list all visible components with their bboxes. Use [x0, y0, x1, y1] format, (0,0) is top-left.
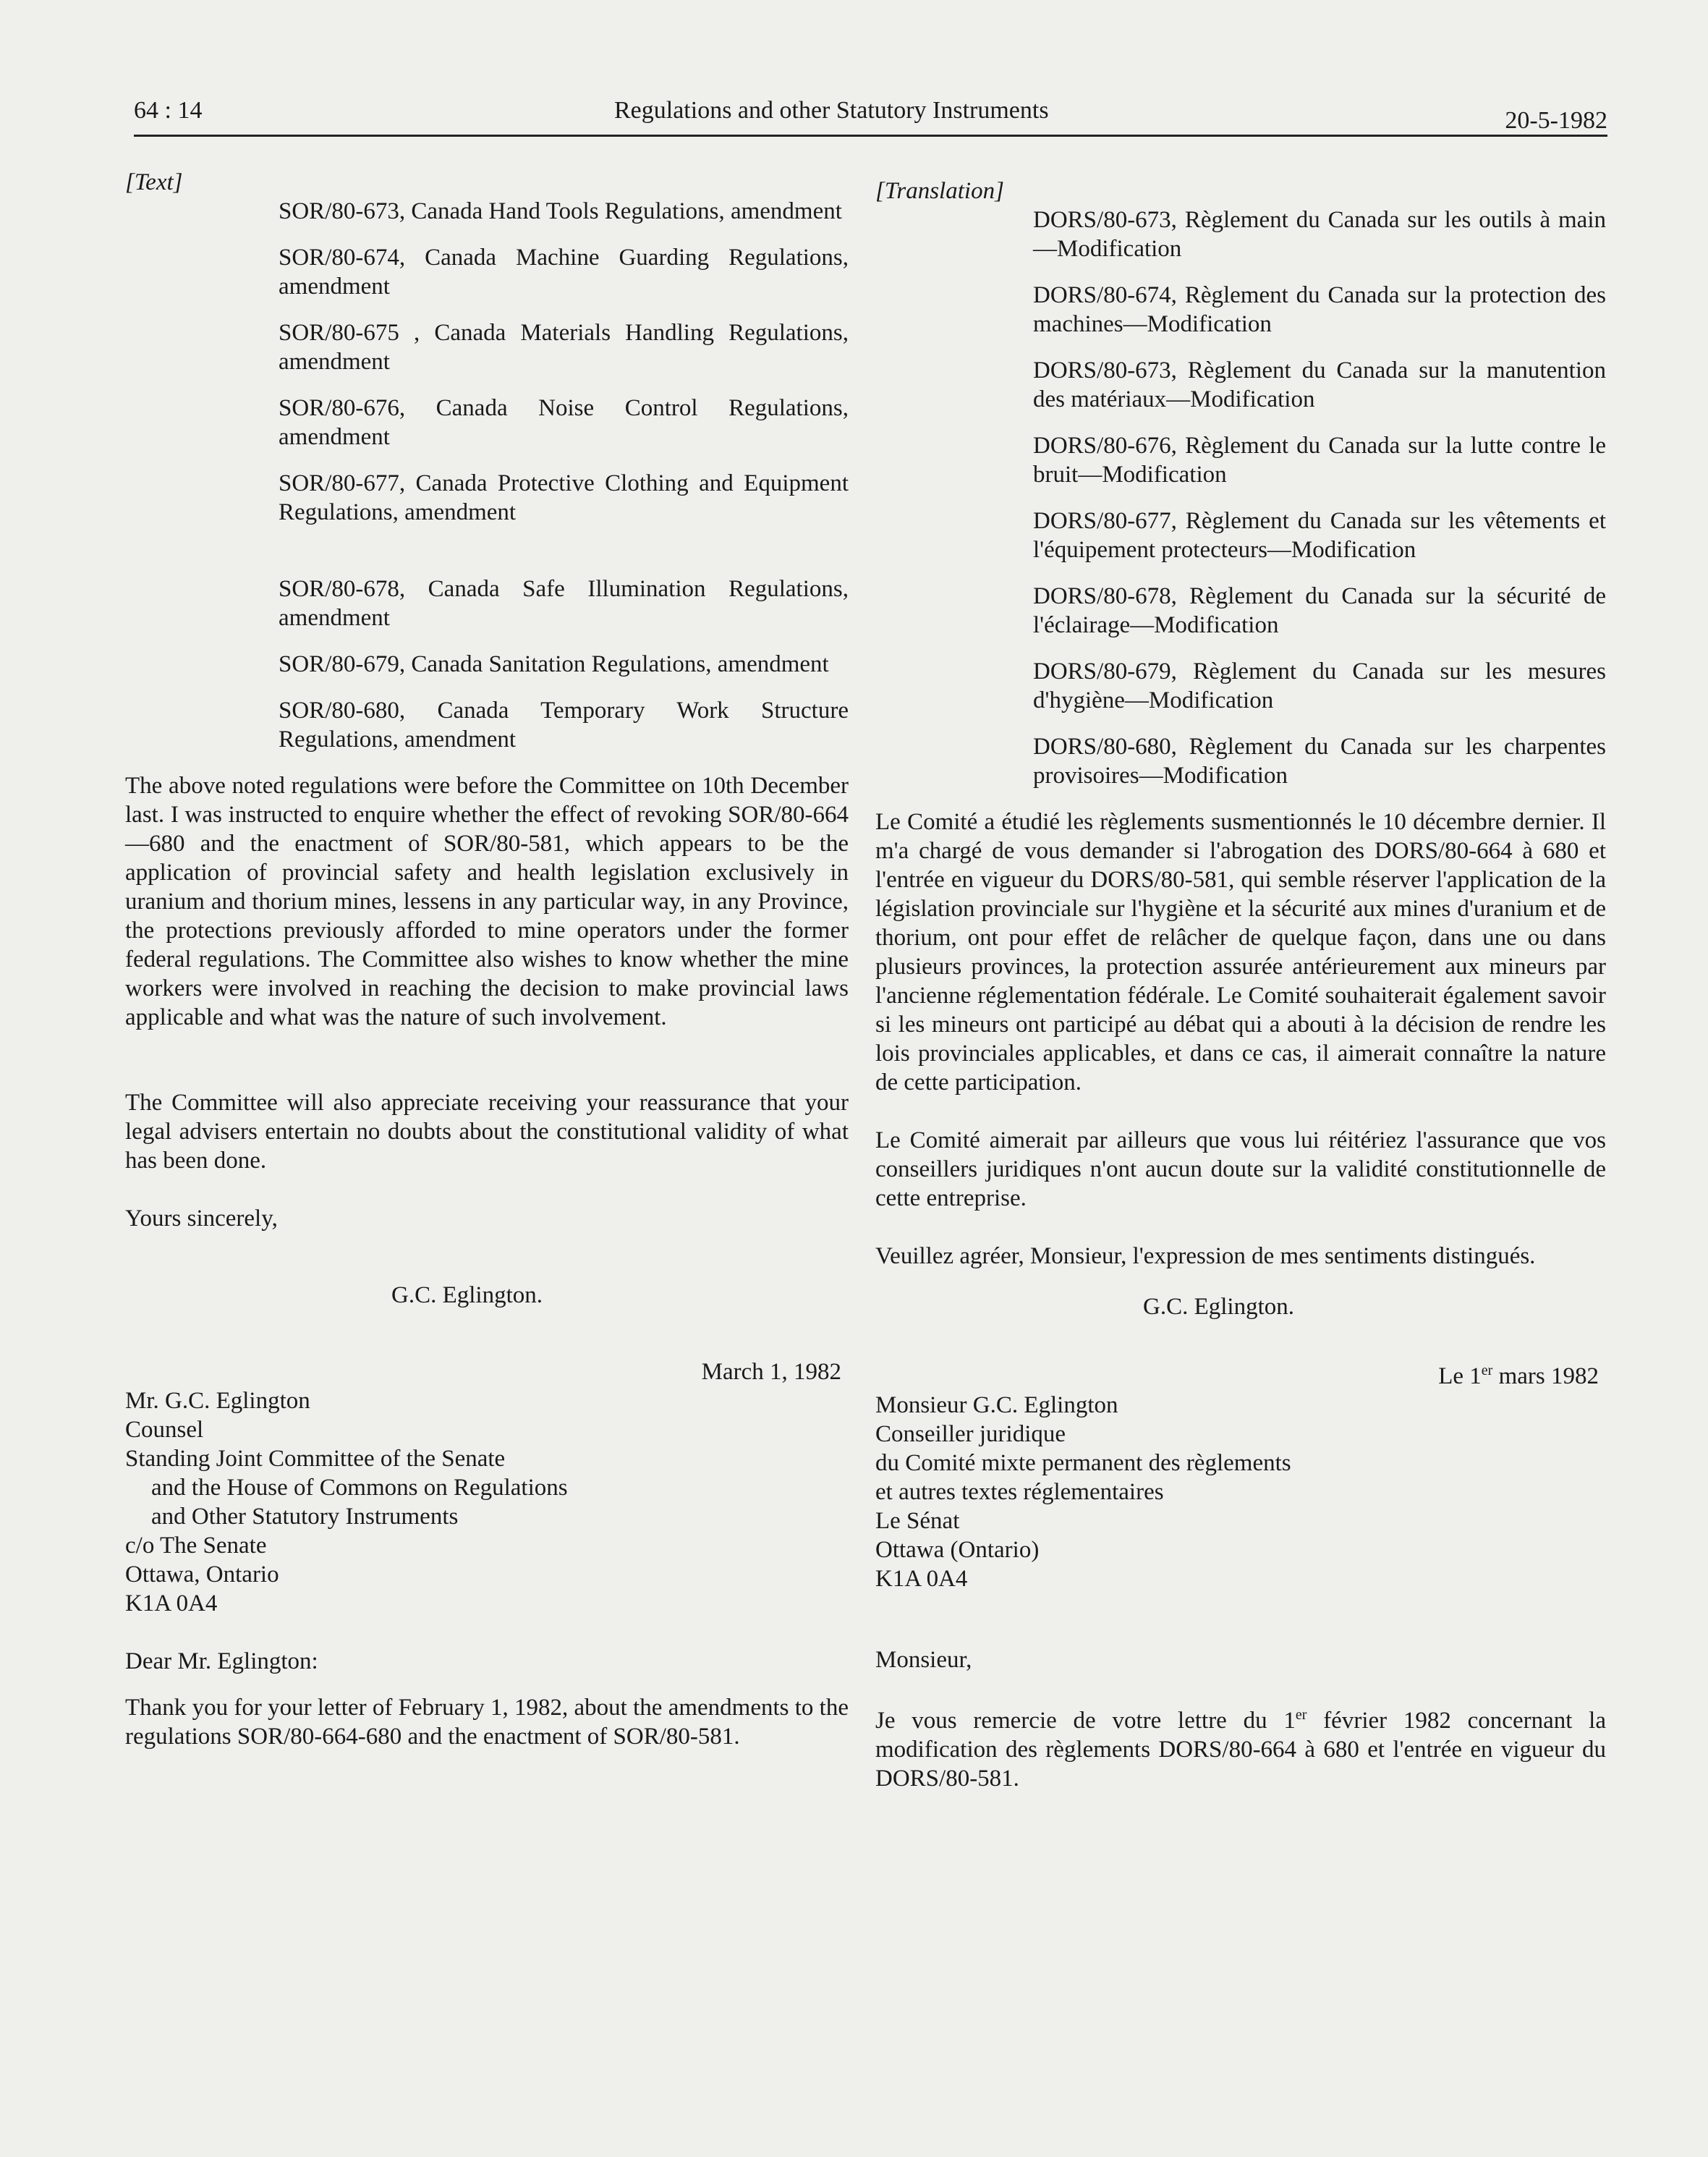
- running-header: [134, 91, 1607, 137]
- address-line: Ottawa, Ontario: [125, 1561, 279, 1588]
- regulation-item: SOR/80-679, Canada Sanitation Regulations, amendment: [279, 651, 829, 677]
- address-line: K1A 0A4: [875, 1566, 968, 1592]
- address-line: and the House of Commons on Regulations: [151, 1475, 568, 1501]
- french-column: [875, 177, 1606, 1793]
- regulation-item: DORS/80-678, Règlement du Canada sur la sécurité de l'éclairage—Modification: [1033, 583, 1606, 638]
- reply-paragraph: Thank you for your letter of February 1, 1982, about the amendments to the regulations SOR/80-664-680 and the enactment of SOR/80-581.: [125, 1695, 849, 1750]
- regulation-item: SOR/80-675 , Canada Materials Handling Regulations, amendment: [279, 320, 849, 375]
- address-line: and Other Statutory Instruments: [151, 1504, 459, 1530]
- recipient-address: [875, 1391, 1606, 1593]
- regulation-item: DORS/80-673, Règlement du Canada sur la manutention des matériaux—Modification: [1033, 357, 1606, 412]
- address-line: Le Sénat: [875, 1508, 960, 1534]
- body-paragraph: Le Comité aimerait par ailleurs que vous lui réitériez l'assurance que vos conseillers juridiques n'ont aucun doute sur la validité constitutionnelle de cette entreprise.: [875, 1127, 1606, 1211]
- regulation-item: DORS/80-676, Règlement du Canada sur la lutte contre le bruit—Modification: [1033, 433, 1606, 488]
- text-label: [Text]: [125, 169, 183, 195]
- address-line: Counsel: [125, 1417, 204, 1443]
- address-line: Monsieur G.C. Eglington: [875, 1392, 1118, 1418]
- letter-date: March 1, 1982: [701, 1359, 841, 1385]
- page-number: 64 : 14: [134, 97, 203, 124]
- regulation-item: SOR/80-676, Canada Noise Control Regulations, amendment: [279, 395, 849, 450]
- regulation-item: DORS/80-673, Règlement du Canada sur les outils à main—Modification: [1033, 207, 1606, 262]
- body-paragraph: The Committee will also appreciate receiving your reassurance that your legal advisers entertain no doubts about the constitutional validity of what has been done.: [125, 1090, 849, 1174]
- english-column: [125, 168, 849, 1751]
- regulation-item: SOR/80-673, Canada Hand Tools Regulations, amendment: [279, 198, 842, 224]
- recipient-address: [125, 1386, 849, 1618]
- letter-date: Le 1er mars 1982: [1438, 1363, 1599, 1389]
- regulation-item: DORS/80-679, Règlement du Canada sur les mesures d'hygiène—Modification: [1033, 658, 1606, 713]
- address-line: K1A 0A4: [125, 1590, 218, 1616]
- body-paragraph: Le Comité a étudié les règlements susmentionnés le 10 décembre dernier. Il m'a chargé de vous demander si l'abrogation des DORS/80-664 à 680 et l'entrée en vigueur du DORS/80-581, qui semble réserver l'application de la législation provinciale sur l'hygiène et la sécurité aux mines d'uranium et de thorium, ont pour effet de relâcher de quelque façon, dans une ou dans plusieurs provinces, la protection assurée antérieurement aux mineurs par l'ancienne réglementation fédérale. Le Comité souhaiterait également savoir si les mineurs ont participé au débat qui a abouti à la décision de rendre les lois provinciales applicables, et dans ce cas, il aimerait connaître la nature de cette participation.: [875, 809, 1606, 1096]
- regulation-item: DORS/80-680, Règlement du Canada sur les charpentes provisoires—Modification: [1033, 734, 1606, 789]
- closing: Veuillez agréer, Monsieur, l'expression de mes sentiments distingués.: [875, 1243, 1536, 1269]
- regulation-list: [279, 197, 849, 754]
- regulation-item: SOR/80-678, Canada Safe Illumination Regulations, amendment: [279, 576, 849, 631]
- body-paragraph: The above noted regulations were before the Committee on 10th December last. I was instructed to enquire whether the effect of revoking SOR/80-664—680 and the enactment of SOR/80-581, which appears to be the application of provincial safety and health legislation exclusively in uranium and thorium mines, lessens in any particular way, in any Province, the protections previously afforded to mine operators under the former federal regulations. The Committee also wishes to know whether the mine workers were involved in reaching the decision to make provincial laws applicable and what was the nature of such involvement.: [125, 773, 849, 1030]
- salutation: Monsieur,: [875, 1647, 972, 1673]
- reply-paragraph: Je vous remercie de votre lettre du 1er février 1982 concernant la modification des règlements DORS/80-664 à 680 et l'entrée en vigueur du DORS/80-581.: [875, 1707, 1606, 1792]
- closing: Yours sincerely,: [125, 1205, 278, 1232]
- address-line: Standing Joint Committee of the Senate: [125, 1446, 506, 1472]
- regulation-item: DORS/80-677, Règlement du Canada sur les vêtements et l'équipement protecteurs—Modification: [1033, 508, 1606, 563]
- signature: G.C. Eglington.: [391, 1282, 543, 1308]
- regulation-item: SOR/80-674, Canada Machine Guarding Regulations, amendment: [279, 245, 849, 300]
- address-line: c/o The Senate: [125, 1533, 267, 1559]
- regulation-item: SOR/80-677, Canada Protective Clothing and Equipment Regulations, amendment: [279, 470, 849, 525]
- salutation: Dear Mr. Eglington:: [125, 1648, 318, 1674]
- address-line: et autres textes réglementaires: [875, 1479, 1164, 1505]
- regulation-item: SOR/80-680, Canada Temporary Work Structure Regulations, amendment: [279, 698, 849, 753]
- address-line: Mr. G.C. Eglington: [125, 1388, 310, 1414]
- address-line: du Comité mixte permanent des règlements: [875, 1450, 1291, 1476]
- issue-date: 20-5-1982: [1505, 107, 1607, 134]
- signature: G.C. Eglington.: [1143, 1294, 1295, 1320]
- regulation-item: DORS/80-674, Règlement du Canada sur la protection des machines—Modification: [1033, 282, 1606, 337]
- address-line: Ottawa (Ontario): [875, 1537, 1040, 1563]
- translation-label: [Translation]: [875, 178, 1004, 204]
- address-line: Conseiller juridique: [875, 1421, 1066, 1447]
- publication-title: Regulations and other Statutory Instruments: [614, 97, 1049, 124]
- regulation-list: [1033, 205, 1606, 790]
